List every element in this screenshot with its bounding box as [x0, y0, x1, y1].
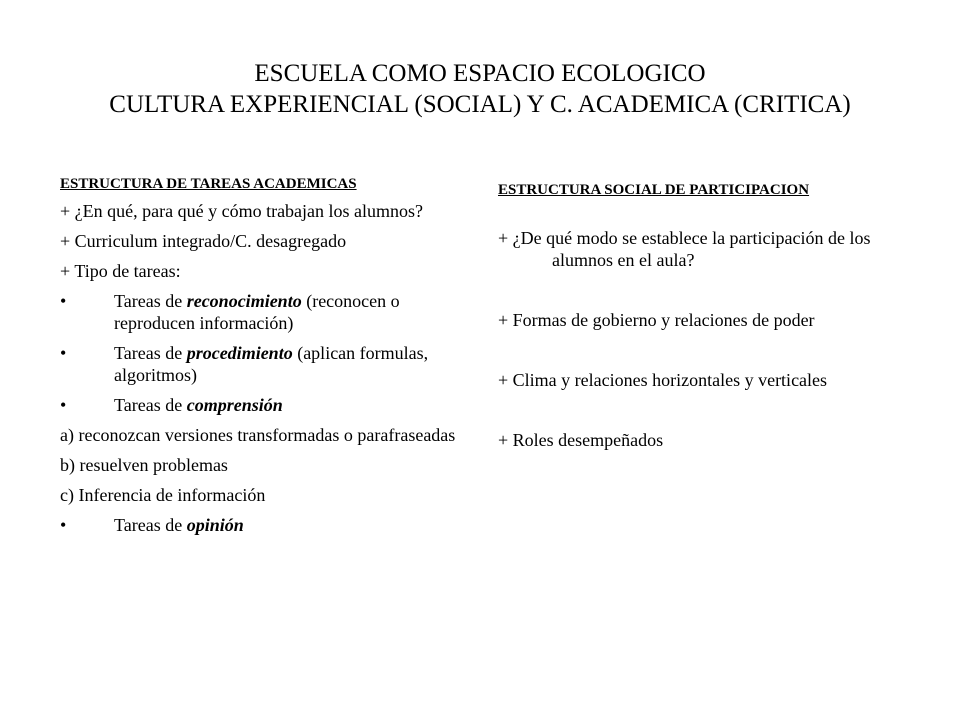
right-item-clima: + Clima y relaciones horizontales y verticales [498, 370, 828, 390]
title-line-1: ESCUELA COMO ESPACIO ECOLOGICO [254, 60, 706, 87]
slide-title [0, 58, 960, 120]
bullet-icon: • [60, 291, 67, 311]
right-column [498, 180, 908, 489]
bullet-emphasis: reconocimiento [186, 291, 302, 311]
left-item-b: b) resuelven problemas [60, 455, 228, 475]
bullet-reconocimiento [60, 290, 460, 334]
bullet-text: (aplican formulas, algoritmos) [114, 343, 429, 385]
right-heading: ESTRUCTURA SOCIAL DE PARTICIPACION [498, 182, 810, 198]
left-item-a: a) reconozcan versiones transformadas o parafraseadas [60, 425, 456, 445]
bullet-procedimiento [60, 342, 460, 386]
left-item-que-para-que: + ¿En qué, para qué y cómo trabajan los alumnos? [60, 201, 424, 221]
bullet-text: Tareas de [114, 395, 187, 415]
bullet-icon: • [60, 515, 67, 535]
right-item-roles: + Roles desempeñados [498, 430, 664, 450]
left-item-tipo-tareas: + Tipo de tareas: [60, 261, 181, 281]
left-heading: ESTRUCTURA DE TAREAS ACADEMICAS [60, 176, 357, 192]
bullet-text: Tareas de [114, 343, 187, 363]
bullet-comprension [60, 394, 460, 416]
bullet-emphasis: opinión [186, 515, 244, 535]
right-item-participacion: + ¿De qué modo se establece la participación de los alumnos en el aula? [498, 228, 871, 270]
bullet-emphasis: procedimiento [186, 343, 293, 363]
left-item-curriculum: + Curriculum integrado/C. desagregado [60, 231, 347, 251]
bullet-text: (reconocen o reproducen información) [114, 291, 400, 333]
bullet-icon: • [60, 395, 67, 415]
title-line-2: CULTURA EXPERIENCIAL (SOCIAL) Y C. ACADEMICA (CRITICA) [109, 91, 851, 118]
left-item-c: c) Inferencia de información [60, 485, 266, 505]
bullet-emphasis: comprensión [186, 395, 283, 415]
bullet-icon: • [60, 343, 67, 363]
bullet-opinion [60, 514, 460, 536]
bullet-text: Tareas de [114, 515, 187, 535]
left-column [60, 174, 460, 544]
right-item-gobierno: + Formas de gobierno y relaciones de poder [498, 310, 815, 330]
bullet-text: Tareas de [114, 291, 187, 311]
